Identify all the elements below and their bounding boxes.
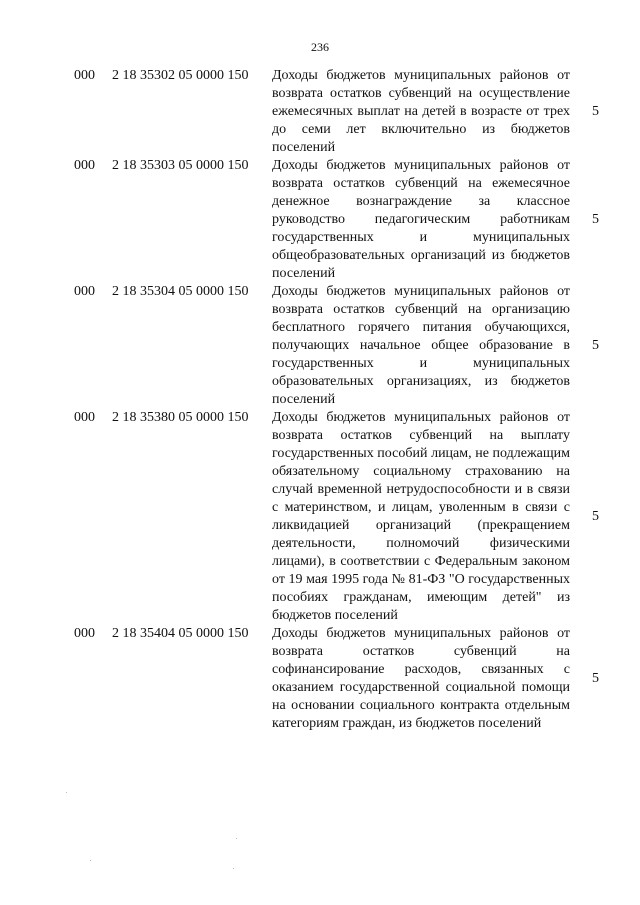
scan-speck — [233, 868, 234, 869]
income-description: Доходы бюджетов муниципальных районов от возврата остатков субвенций на софинансирование расходов, связанных с оказанием государственной социальной помощи на основании социального контракта отдельным категориям граждан, из бюджетов поселений — [272, 626, 570, 731]
table-row — [0, 625, 640, 733]
budget-code-table — [0, 67, 640, 733]
scan-speck — [236, 838, 237, 839]
admin-code: 000 — [74, 68, 95, 83]
budget-classification-code: 2 18 35304 05 0000 150 — [112, 284, 249, 299]
admin-code: 000 — [74, 284, 95, 299]
admin-code: 000 — [74, 410, 95, 425]
income-description: Доходы бюджетов муниципальных районов от возврата остатков субвенций на осуществление ежемесячных выплат на детей в возрасте от трех до семи лет включительно из бюджетов поселений — [272, 68, 570, 155]
amount-value: 5 — [592, 212, 599, 227]
budget-classification-code: 2 18 35303 05 0000 150 — [112, 158, 249, 173]
table-row — [0, 157, 640, 283]
admin-code: 000 — [74, 158, 95, 173]
amount-value: 5 — [592, 338, 599, 353]
admin-code: 000 — [74, 626, 95, 641]
amount-value: 5 — [592, 104, 599, 119]
scan-speck — [90, 860, 91, 861]
page-number: 236 — [311, 40, 329, 54]
table-row — [0, 283, 640, 409]
scan-speck — [66, 792, 67, 793]
amount-value: 5 — [592, 509, 599, 524]
budget-classification-code: 2 18 35380 05 0000 150 — [112, 410, 249, 425]
income-description: Доходы бюджетов муниципальных районов от возврата остатков субвенций на организацию бесплатного горячего питания обучающихся, получающих начальное общее образование в государственных и муниципальных образовательных организациях, из бюджетов поселений — [272, 284, 570, 407]
table-row — [0, 67, 640, 157]
amount-value: 5 — [592, 671, 599, 686]
budget-classification-code: 2 18 35404 05 0000 150 — [112, 626, 249, 641]
table-row — [0, 409, 640, 625]
income-description: Доходы бюджетов муниципальных районов от возврата остатков субвенций на выплату государственных пособий лицам, не подлежащим обязательному социальному страхованию на случай временной нетрудоспособности и в связи с материнством, и лицам, уволенным в связи с ликвидацией организаций (прекращением деятельности, полномочий физическими лицами), в соответствии с Федеральным законом от 19 мая 1995 года № 81-ФЗ "О государственных пособиях гражданам, имеющим детей" из бюджетов поселений — [272, 410, 570, 623]
budget-classification-code: 2 18 35302 05 0000 150 — [112, 68, 249, 83]
income-description: Доходы бюджетов муниципальных районов от возврата остатков субвенций на ежемесячное денежное вознаграждение за классное руководство педагогическим работникам государственных и муниципальных общеобразовательных организаций из бюджетов поселений — [272, 158, 570, 281]
